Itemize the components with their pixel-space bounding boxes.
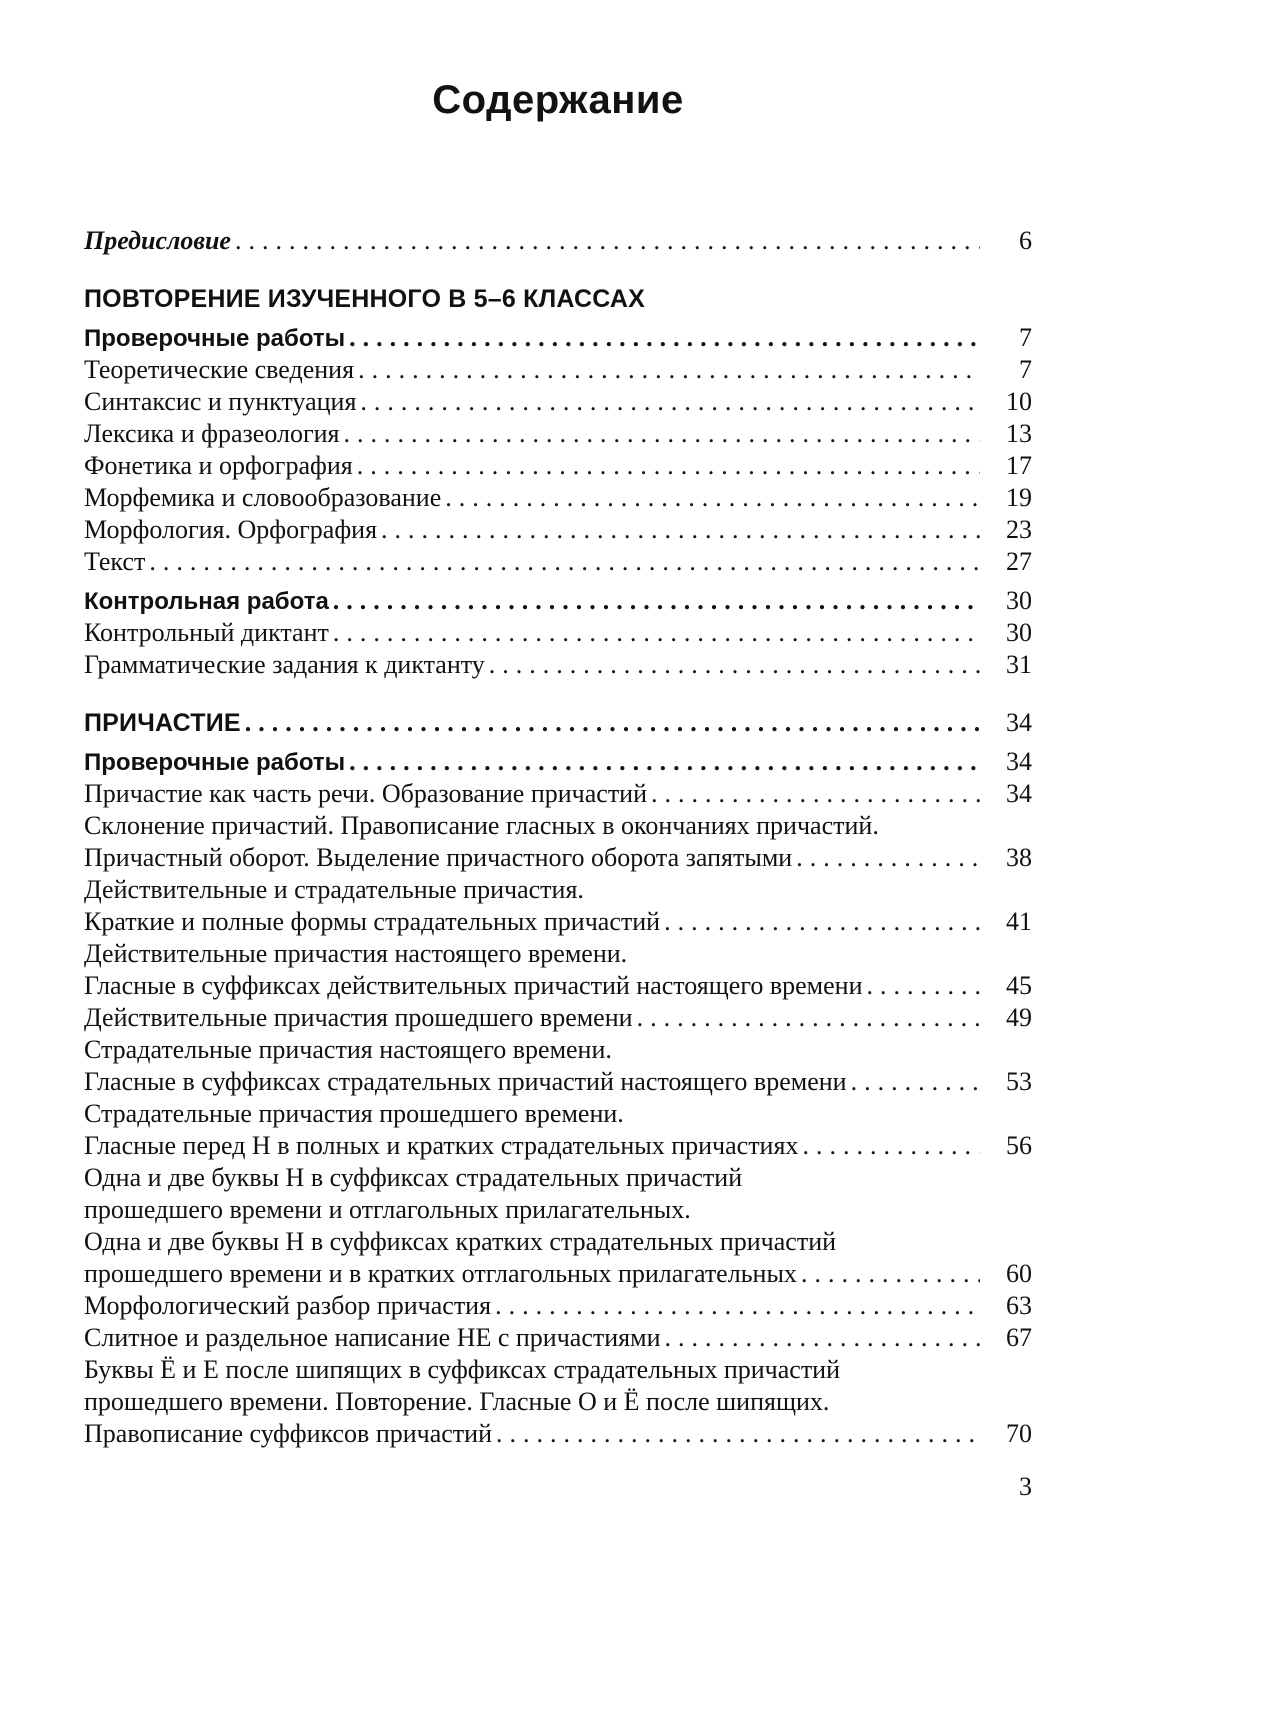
toc-entry — [84, 1034, 1032, 1066]
toc-entry-page: 7 — [1019, 323, 1032, 352]
toc-entry — [84, 482, 1032, 514]
dot-leader — [349, 746, 980, 778]
toc-entry — [84, 546, 1032, 578]
toc-entry — [84, 746, 1032, 778]
toc-entry-text: Гласные в суффиксах действительных причастий настоящего времени — [84, 971, 863, 1000]
toc-entry-text: Одна и две буквы Н в суффиксах кратких страдательных причастий — [84, 1227, 837, 1256]
toc-list — [84, 225, 1032, 1450]
dot-leader — [801, 1258, 980, 1290]
toc-entry-text: Буквы Ё и Е после шипящих в суффиксах страдательных причастий — [84, 1355, 841, 1384]
toc-entry — [84, 1162, 1032, 1194]
toc-entry — [84, 1066, 1032, 1098]
dot-leader — [333, 585, 980, 617]
toc-entry-page: 53 — [1006, 1067, 1032, 1096]
toc-entry-page: 7 — [1019, 355, 1032, 384]
toc-entry — [84, 1386, 1032, 1418]
toc-entry — [84, 1194, 1032, 1226]
toc-entry — [84, 418, 1032, 450]
toc-entry — [84, 874, 1032, 906]
toc-entry-page: 49 — [1006, 1003, 1032, 1032]
toc-entry-page: 34 — [1006, 747, 1032, 776]
toc-entry-text: Одна и две буквы Н в суффиксах страдательных причастий — [84, 1163, 743, 1192]
toc-entry — [84, 1098, 1032, 1130]
toc-entry — [84, 1002, 1032, 1034]
toc-entry-text: Морфологический разбор причастия — [84, 1291, 492, 1320]
dot-leader — [235, 225, 980, 257]
toc-entry-text: Слитное и раздельное написание НЕ с причастиями — [84, 1323, 661, 1352]
toc-entry — [84, 283, 1032, 315]
toc-entry-page: 45 — [1006, 971, 1032, 1000]
toc-entry-page: 60 — [1006, 1259, 1032, 1288]
dot-leader — [357, 450, 980, 482]
toc-entry-text: прошедшего времени и в кратких отглагольных прилагательных — [84, 1259, 797, 1288]
toc-entry-text: Синтаксис и пунктуация — [84, 387, 357, 416]
toc-content — [84, 78, 1032, 1502]
toc-entry-text: прошедшего времени и отглагольных прилагательных. — [84, 1195, 691, 1224]
toc-entry-text: Действительные причастия прошедшего времени — [84, 1003, 633, 1032]
toc-entry-text: Контрольная работа — [84, 588, 329, 615]
toc-entry-text: Предисловие — [84, 226, 231, 255]
toc-entry — [84, 1258, 1032, 1290]
toc-entry-text: Склонение причастий. Правописание гласных в окончаниях причастий. — [84, 811, 879, 840]
toc-entry — [84, 810, 1032, 842]
toc-entry — [84, 970, 1032, 1002]
dot-leader — [851, 1066, 980, 1098]
toc-entry — [84, 386, 1032, 418]
toc-entry-text: Морфемика и словообразование — [84, 483, 442, 512]
dot-leader — [358, 354, 980, 386]
dot-leader — [637, 1002, 980, 1034]
toc-entry-text: Гласные перед Н в полных и кратких страдательных причастиях — [84, 1131, 799, 1160]
toc-entry-text: ПОВТОРЕНИЕ ИЗУЧЕННОГО В 5–6 КЛАССАХ — [84, 285, 645, 313]
dot-leader — [796, 842, 980, 874]
toc-entry — [84, 514, 1032, 546]
toc-entry — [84, 617, 1032, 649]
toc-entry — [84, 842, 1032, 874]
dot-leader — [802, 1130, 980, 1162]
dot-leader — [866, 970, 980, 1002]
toc-entry-text: Действительные причастия настоящего времени. — [84, 939, 628, 968]
toc-entry-page: 31 — [1006, 650, 1032, 679]
toc-entry — [84, 906, 1032, 938]
dot-leader — [495, 1290, 980, 1322]
toc-entry-text: Теоретические сведения — [84, 355, 355, 384]
dot-leader — [445, 482, 980, 514]
toc-entry-page: 13 — [1006, 419, 1032, 448]
toc-entry-page: 41 — [1006, 907, 1032, 936]
dot-leader — [651, 778, 980, 810]
dot-leader — [149, 546, 980, 578]
toc-entry-text: Страдательные причастия прошедшего времени. — [84, 1099, 624, 1128]
toc-entry-text: Правописание суффиксов причастий — [84, 1419, 492, 1448]
toc-entry — [84, 1290, 1032, 1322]
toc-entry-text: Действительные и страдательные причастия. — [84, 875, 584, 904]
dot-leader — [245, 707, 980, 739]
dot-leader — [496, 1418, 980, 1450]
toc-entry — [84, 585, 1032, 617]
toc-entry — [84, 938, 1032, 970]
toc-entry-text: Причастие как часть речи. Образование причастий — [84, 779, 648, 808]
toc-entry-text: Причастный оборот. Выделение причастного оборота запятыми — [84, 843, 793, 872]
toc-entry-text: Грамматические задания к диктанту — [84, 650, 485, 679]
dot-leader — [349, 322, 980, 354]
toc-entry-page: 27 — [1006, 547, 1032, 576]
toc-entry-text: Проверочные работы — [84, 325, 346, 352]
page-title: Содержание — [432, 78, 684, 122]
toc-entry-page: 38 — [1006, 843, 1032, 872]
toc-entry-page: 56 — [1006, 1131, 1032, 1160]
dot-leader — [344, 418, 981, 450]
toc-entry-text: прошедшего времени. Повторение. Гласные О и Ё после шипящих. — [84, 1387, 830, 1416]
toc-entry — [84, 707, 1032, 739]
toc-entry — [84, 1226, 1032, 1258]
toc-entry-text: Фонетика и орфография — [84, 451, 353, 480]
toc-entry — [84, 1418, 1032, 1450]
toc-entry-page: 34 — [1006, 779, 1032, 808]
toc-entry-page: 70 — [1006, 1419, 1032, 1448]
toc-entry — [84, 450, 1032, 482]
toc-entry — [84, 649, 1032, 681]
toc-entry-page: 10 — [1006, 387, 1032, 416]
toc-entry — [84, 1354, 1032, 1386]
dot-leader — [360, 386, 980, 418]
toc-entry-text: Текст — [84, 547, 146, 576]
toc-entry — [84, 1130, 1032, 1162]
toc-entry-text: Краткие и полные формы страдательных причастий — [84, 907, 661, 936]
toc-entry — [84, 1322, 1032, 1354]
toc-entry — [84, 322, 1032, 354]
dot-leader — [381, 514, 980, 546]
toc-entry-page: 30 — [1006, 618, 1032, 647]
toc-entry — [84, 225, 1032, 257]
dot-leader — [489, 649, 980, 681]
toc-entry-page: 23 — [1006, 515, 1032, 544]
toc-entry-page: 30 — [1006, 586, 1032, 615]
dot-leader — [664, 906, 980, 938]
toc-entry — [84, 778, 1032, 810]
toc-entry-text: Страдательные причастия настоящего времени. — [84, 1035, 612, 1064]
toc-entry — [84, 354, 1032, 386]
page-number: 3 — [1019, 1472, 1032, 1501]
toc-entry-text: Контрольный диктант — [84, 618, 329, 647]
toc-entry-text: Лексика и фразеология — [84, 419, 340, 448]
toc-entry-page: 17 — [1006, 451, 1032, 480]
toc-entry-page: 19 — [1006, 483, 1032, 512]
toc-entry-page: 34 — [1006, 708, 1032, 737]
dot-leader — [333, 617, 980, 649]
dot-leader — [664, 1322, 980, 1354]
toc-entry-text: Проверочные работы — [84, 749, 346, 776]
toc-entry-text: Морфология. Орфография — [84, 515, 378, 544]
toc-entry-page: 63 — [1006, 1291, 1032, 1320]
toc-entry-page: 6 — [1019, 226, 1032, 255]
toc-entry-text: ПРИЧАСТИЕ — [84, 709, 241, 737]
toc-entry-text: Гласные в суффиксах страдательных причастий настоящего времени — [84, 1067, 847, 1096]
toc-entry-page: 67 — [1006, 1323, 1032, 1352]
